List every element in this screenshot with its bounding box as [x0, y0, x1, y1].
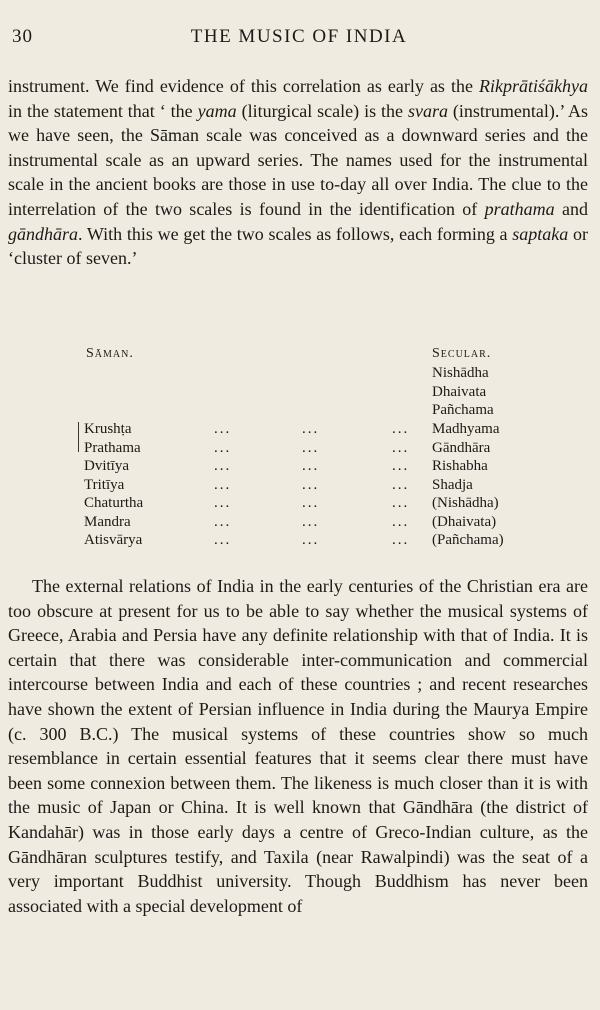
secular-note: (Nishādha) — [432, 495, 499, 511]
leader-dots: ... — [302, 513, 320, 530]
secular-note: Dhaivata — [432, 383, 487, 400]
leader-dots: ... — [302, 532, 320, 548]
leader-dots: ... — [214, 495, 232, 511]
italic-term: gāndhāra — [8, 223, 79, 244]
leader-dots: ... — [214, 476, 232, 493]
paragraph-2: The external relations of India in the early centuries of the Christian era are too obscure at present for us to be able to say whether the musical systems of Greece, Arabia and Persia have any definite relationship with that of India. It is certain that there was considerable inter-communication and commercial intercourse between India and each of these countries ; and recent researches have shown the extent of Persian influence in India during the Maurya Empire (c. 300 B.C.) The musical systems of these countries show so much resemblance in certain essential features that it seems clear there must have been some connexion between them. The likeness is much closer than it is with the music of Japan or China. It is well known that Gāndhāra (the district of Kandahār) was in those early days a centre of Greco-Indian culture, as the Gāndhāran sculptures testify, and Taxila (near Rawalpindi) was the seat of a very important Buddhist university. Though Buddhism has never been associated with a special development of — [8, 576, 588, 916]
text-span: . With this we get the two scales as follows, each forming a — [78, 223, 513, 244]
leader-dots: ... — [392, 513, 410, 530]
page-number: 30 — [12, 26, 33, 47]
scale-row — [84, 420, 554, 438]
secular-note: Nishādha — [432, 365, 489, 381]
leader-dots: ... — [392, 458, 410, 474]
italic-term: yama — [197, 100, 237, 121]
secular-note: Gāndhāra — [432, 439, 491, 456]
leader-dots: ... — [214, 458, 232, 474]
secular-note: Pañchama — [432, 402, 494, 418]
italic-term: svara — [407, 100, 448, 121]
saman-note: Mandra — [84, 513, 131, 530]
text-span: (liturgical scale) is the — [236, 100, 408, 121]
saman-note: Dvitīya — [84, 458, 129, 474]
leader-dots: ... — [302, 421, 320, 437]
leader-dots: ... — [392, 476, 410, 493]
leader-dots: ... — [214, 439, 232, 456]
scale-row — [84, 531, 554, 549]
text-span: instrument. We find evidence of this correlation as early as the — [8, 76, 480, 96]
scale-row — [84, 439, 554, 457]
margin-pencil-mark — [78, 422, 79, 452]
secular-column-header: Secular. — [432, 346, 492, 361]
leader-dots: ... — [392, 439, 410, 456]
saman-note: Tritīya — [84, 476, 125, 493]
leader-dots: ... — [302, 458, 320, 474]
secular-note: Madhyama — [432, 421, 500, 437]
secular-note: Shadja — [432, 476, 473, 493]
text-span: and — [554, 198, 588, 219]
italic-term: Rikprātiśākhya — [479, 76, 588, 96]
scale-row — [84, 513, 554, 531]
text-span: or ‘cluster of seven.’ — [8, 223, 588, 269]
italic-term: saptaka — [512, 223, 569, 244]
page-header — [12, 26, 586, 52]
running-head: THE MUSIC OF INDIA — [190, 26, 408, 47]
secular-note: Rishabha — [432, 458, 488, 474]
leader-dots: ... — [302, 439, 320, 456]
saman-note: Chaturtha — [84, 495, 144, 511]
leader-dots: ... — [214, 421, 232, 437]
leader-dots: ... — [392, 532, 410, 548]
leader-dots: ... — [302, 476, 320, 493]
text-span: (instrumental).’ As we have seen, the Sāman scale was conceived as a downward series and the instrumental scale as an upward series. The names used for the instrumental scale in the ancient books are those in use to-day all over India. The clue to the interrelation of the two scales is found in the identification of — [8, 100, 588, 219]
secular-note: (Dhaivata) — [432, 513, 497, 530]
saman-column-header: Sāman. — [86, 346, 134, 361]
saman-note: Krushṭa — [84, 421, 132, 437]
leader-dots: ... — [214, 513, 232, 530]
paragraph-1 — [8, 74, 588, 271]
secular-note: (Pañchama) — [432, 532, 504, 548]
saman-note: Prathama — [84, 439, 141, 456]
scale-row — [84, 476, 554, 494]
italic-term: prathama — [484, 198, 555, 219]
scale-row — [84, 457, 554, 475]
text-span: in the statement that ‘ the — [8, 100, 198, 121]
saman-note: Atisvārya — [84, 532, 143, 548]
scale-row — [84, 494, 554, 512]
leader-dots: ... — [392, 495, 410, 511]
leader-dots: ... — [214, 532, 232, 548]
leader-dots: ... — [302, 495, 320, 511]
leader-dots: ... — [392, 421, 410, 437]
